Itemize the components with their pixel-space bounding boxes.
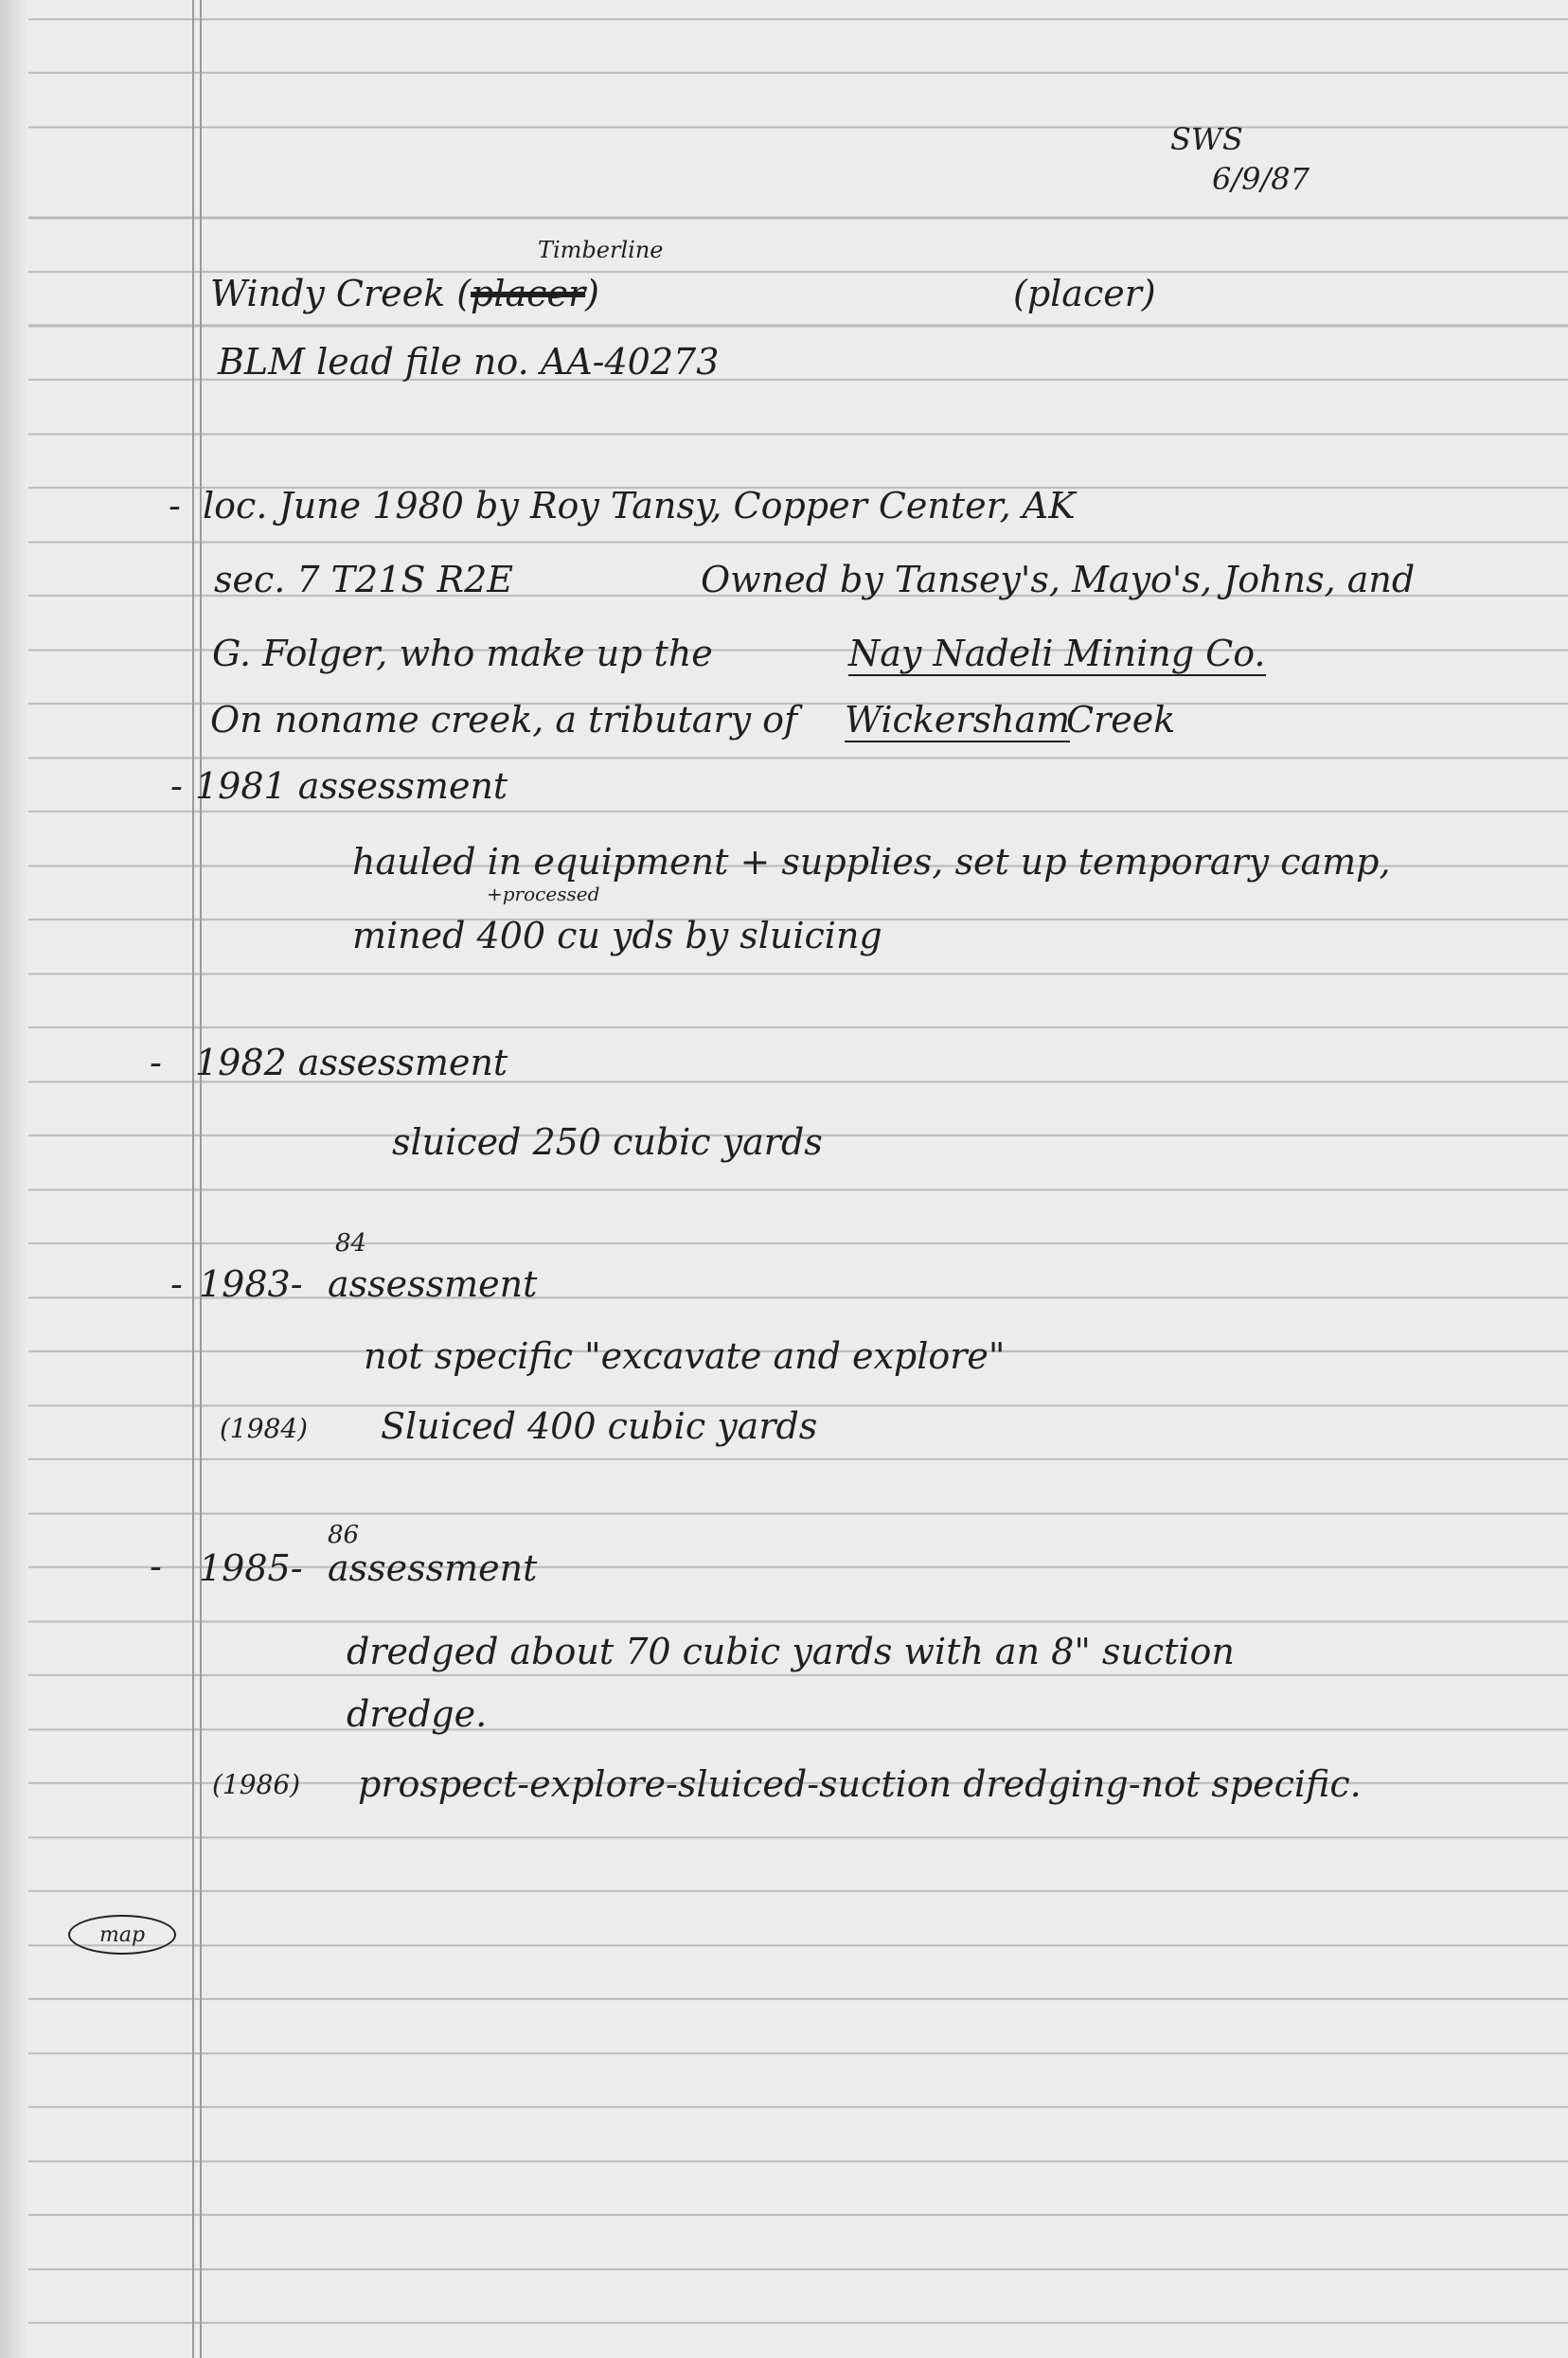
y1986-year: (1986): [212, 1769, 301, 1800]
y1984-year: (1984): [220, 1413, 309, 1444]
y1985-line-3: prospect-explore-sluiced-suction dredging-not specific.: [358, 1763, 1362, 1805]
y1983-line-2: Sluiced 400 cubic yards: [381, 1405, 818, 1447]
margin-line-2: [200, 0, 202, 2358]
y1981-heading: 1981 assessment: [195, 765, 508, 807]
title-suffix: ): [585, 273, 599, 314]
y1982-line-1: sluiced 250 cubic yards: [392, 1121, 823, 1163]
initials: SWS: [1170, 121, 1243, 157]
y1981-line-1: hauled in equipment + supplies, set up temporary camp,: [352, 841, 1391, 883]
y1981-dash: -: [170, 765, 183, 807]
y1985-line-1: dredged about 70 cubic yards with an 8" suction: [347, 1631, 1235, 1672]
blm-file: BLM lead file no. AA-40273: [218, 341, 720, 383]
date: 6/9/87: [1212, 161, 1310, 197]
location-line-3a: G. Folger, who make up the: [212, 633, 713, 674]
creek-name: Wickersham: [845, 699, 1071, 741]
company-name: Nay Nadeli Mining Co.: [848, 633, 1266, 674]
y1981-insert: +processed: [487, 883, 600, 905]
location-line-2a: sec. 7 T21S R2E: [214, 559, 514, 600]
title-prefix: Windy Creek (: [210, 273, 472, 314]
y1985-heading-2: assessment: [328, 1547, 538, 1589]
y1983-superscript: 84: [335, 1229, 367, 1258]
torn-edge: [0, 0, 28, 2358]
y1985-superscript: 86: [328, 1521, 360, 1549]
location-dash: -: [169, 485, 181, 527]
location-line-2b: Owned by Tansey's, Mayo's, Johns, and: [701, 559, 1416, 600]
margin-line: [192, 0, 194, 2358]
y1982-dash: -: [150, 1042, 162, 1083]
location-line-4a: On noname creek, a tributary of: [210, 699, 798, 741]
y1985-line-2: dredge.: [347, 1693, 488, 1735]
title-type: (placer): [1013, 273, 1156, 314]
map-label: map: [68, 1915, 176, 1955]
y1985-dash: -: [150, 1545, 162, 1587]
title-struck: placer: [471, 273, 586, 314]
y1981-line-2: mined 400 cu yds by sluicing: [352, 915, 882, 956]
y1983-dash: -: [170, 1263, 183, 1305]
y1982-heading: 1982 assessment: [195, 1042, 508, 1083]
y1983-heading-2: assessment: [328, 1263, 538, 1305]
title: [210, 273, 599, 314]
y1983-heading: 1983-: [199, 1263, 303, 1305]
location-line-4c: Creek: [1066, 699, 1176, 741]
title-insert: Timberline: [538, 237, 664, 263]
y1983-line-1: not specific "excavate and explore": [364, 1335, 1006, 1377]
location-line-1: loc. June 1980 by Roy Tansy, Copper Center, AK: [203, 485, 1076, 527]
y1985-heading: 1985-: [199, 1547, 303, 1589]
